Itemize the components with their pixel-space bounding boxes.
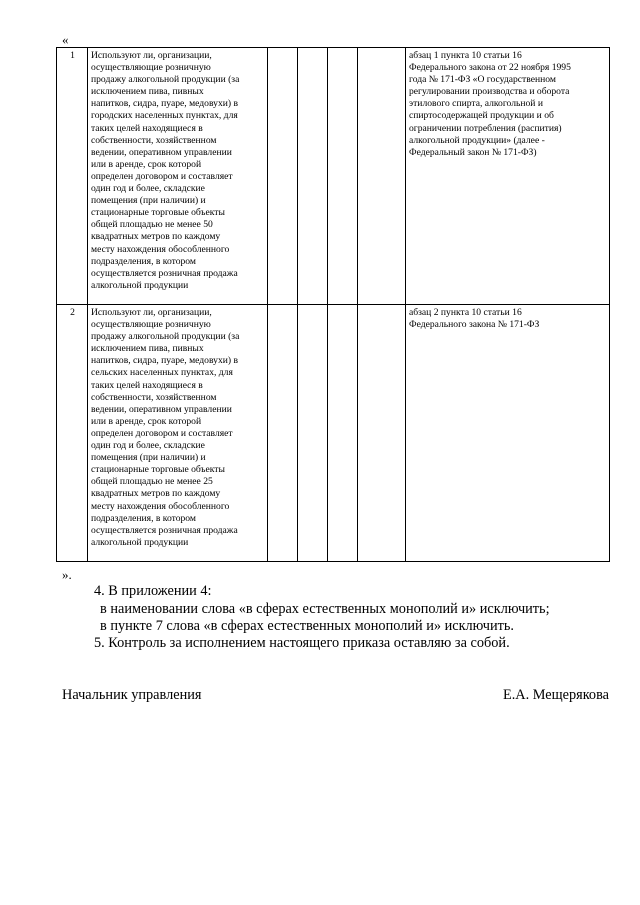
answer-yes-cell bbox=[268, 305, 298, 562]
table-row bbox=[57, 48, 610, 305]
answer-no-cell bbox=[298, 48, 328, 305]
paragraph-control: 5. Контроль за исполнением настоящего приказа оставляю за собой. bbox=[94, 635, 510, 651]
question-cell bbox=[88, 305, 268, 562]
note-cell bbox=[358, 305, 406, 562]
closing-quote: ». bbox=[62, 567, 72, 582]
paragraph-appendix-4: 4. В приложении 4: bbox=[94, 583, 212, 599]
answer-no-cell bbox=[298, 305, 328, 562]
answer-na-cell bbox=[328, 48, 358, 305]
question-cell bbox=[88, 48, 268, 305]
table-row bbox=[57, 305, 610, 562]
legal-reference-cell bbox=[406, 48, 610, 305]
requirements-table bbox=[56, 47, 610, 562]
paragraph-title-change: в наименовании слова «в сферах естественных монополий и» исключить; bbox=[100, 601, 550, 617]
legal-reference-text: абзац 1 пункта 10 статьи 16 Федерального закона от 22 ноября 1995 года № 171-ФЗ «О государственном регулировании производства и оборота этилового спирта, алкогольной и спиртосодержащей продукции и об ограничении потребления (распития) алкогольной продукции» (далее - Федеральный закон № 171-ФЗ) bbox=[409, 50, 571, 158]
row-number: 1 bbox=[57, 48, 88, 305]
answer-yes-cell bbox=[268, 48, 298, 305]
paragraph-item-7-change: в пункте 7 слова «в сферах естественных монополий и» исключить. bbox=[100, 618, 514, 634]
opening-quote: « bbox=[62, 32, 69, 47]
question-text: Используют ли, организации, осуществляющие розничную продажу алкогольной продукции (за исключением пива, пивных напитков, сидра, пуаре, медовухи) в городских населенных пунктах, для таких целей находящиеся в собственности, хозяйственном ведении, оперативном управлении или в аренде, срок которой определен договором и составляет один год и более, складские помещения (при наличии) и стационарные торговые объекты общей площадью не менее 50 квадратных метров по каждому месту нахождения обособленного подразделения, в котором осуществляется розничная продажа алкогольной продукции bbox=[91, 50, 240, 291]
question-text: Используют ли, организации, осуществляющие розничную продажу алкогольной продукции (за исключением пива, пивных напитков, сидра, пуаре, медовухи) в сельских населенных пунктах, для таких целей находящиеся в собственности, хозяйственном ведении, оперативном управлении или в аренде, срок которой определен договором и составляет один год и более, складские помещения (при наличии) и стационарные торговые объекты общей площадью не менее 25 квадратных метров по каждому месту нахождения обособленного подразделения, в котором осуществляется розничная продажа алкогольной продукции bbox=[91, 307, 240, 548]
row-number: 2 bbox=[57, 305, 88, 562]
note-cell bbox=[358, 48, 406, 305]
legal-reference-cell bbox=[406, 305, 610, 562]
answer-na-cell bbox=[328, 305, 358, 562]
signatory-name: Е.А. Мещерякова bbox=[502, 687, 609, 703]
legal-reference-text: абзац 2 пункта 10 статьи 16 Федерального закона № 171-ФЗ bbox=[409, 307, 540, 331]
signatory-position: Начальник управления bbox=[62, 687, 202, 703]
